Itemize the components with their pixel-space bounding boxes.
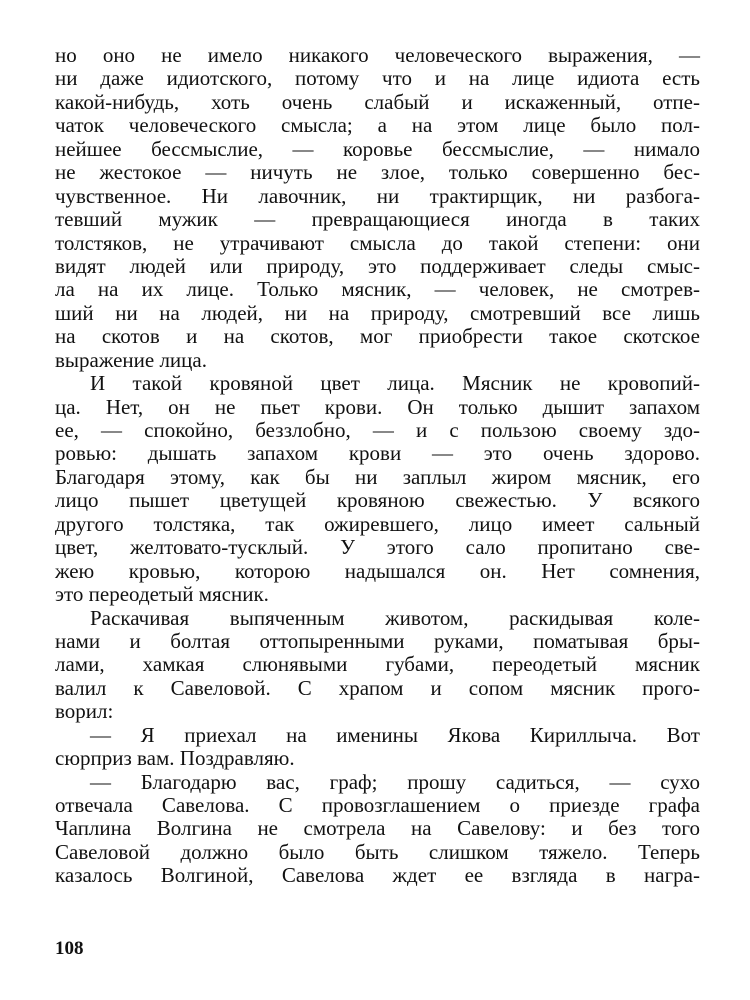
- text-line: казалось Волгиной, Савелова ждет ее взгляда в награ-: [55, 863, 700, 888]
- paragraph: [55, 724, 700, 771]
- text-line: ший ни на людей, ни на природу, смотревший все лишь: [55, 300, 700, 325]
- text-line: ца. Нет, он не пьет крови. Он только дышит запахом: [55, 394, 700, 419]
- text-line: видят людей или природу, это поддерживает следы смыс-: [55, 253, 700, 278]
- text-line: но оно не имело никакого человеческого выражения, —: [55, 43, 700, 67]
- text-line: другого толстяка, так ожиревшего, лицо имеет сальный: [55, 511, 700, 536]
- text-line: И такой кровяной цвет лица. Мясник не кровопий-: [90, 371, 700, 396]
- text-line: лицо пышет цветущей кровяною свежестью. У всякого: [55, 488, 700, 513]
- text-line: Раскачивая выпяченным животом, раскидывая коле-: [90, 605, 700, 630]
- page-number: 108: [55, 938, 84, 959]
- text-line: ровью: дышать запахом крови — это очень здорово.: [55, 441, 700, 466]
- text-line: толстяков, не утрачивают смысла до такой степени: они: [55, 230, 700, 255]
- text-line: выражение лица.: [55, 347, 207, 372]
- text-line: Чаплина Волгина не смотрела на Савелову: и без того: [55, 816, 700, 841]
- text-line: лами, хамкая слюнявыми губами, переодетый мясник: [55, 652, 700, 677]
- text-line: ее, — спокойно, беззлобно, — и с пользою своему здо-: [55, 418, 700, 442]
- paragraph: [55, 44, 700, 372]
- text-line: — Я приехал на именины Якова Кириллыча. Вот: [90, 722, 700, 747]
- paragraph: [55, 771, 700, 888]
- paragraph: [55, 607, 700, 724]
- text-line: жею кровью, которою надышался он. Нет сомнения,: [55, 558, 700, 583]
- page-text: [55, 44, 700, 888]
- text-line: какой-нибудь, хоть очень слабый и искаженный, отпе-: [55, 89, 700, 114]
- text-line: — Благодарю вас, граф; прошу садиться, — сухо: [90, 769, 700, 794]
- text-line: чувственное. Ни лавочник, ни трактирщик, ни разбога-: [55, 183, 700, 208]
- text-line: Савеловой должно было быть слишком тяжело. Теперь: [55, 839, 700, 864]
- text-line: цвет, желтовато-тусклый. У этого сало пропитано све-: [55, 535, 700, 560]
- text-line: ворил:: [55, 699, 114, 724]
- text-line: чаток человеческого смысла; а на этом лице было пол-: [55, 113, 700, 138]
- paragraph: [55, 372, 700, 606]
- text-line: Благодаря этому, как бы ни заплыл жиром мясник, его: [55, 464, 700, 489]
- text-line: нейшее бессмыслие, — коровье бессмыслие, — нимало: [55, 136, 700, 161]
- text-line: ла на их лице. Только мясник, — человек, не смотрев-: [55, 277, 700, 302]
- text-line: не жестокое — ничуть не злое, только совершенно бес-: [55, 160, 700, 185]
- text-line: нами и болтая оттопыренными руками, поматывая бры-: [55, 628, 700, 653]
- text-line: ни даже идиотского, потому что и на лице идиота есть: [55, 66, 700, 91]
- text-line: сюрприз вам. Поздравляю.: [55, 746, 295, 771]
- text-line: отвечала Савелова. С провозглашением о приезде графа: [55, 793, 700, 817]
- text-line: это переодетый мясник.: [55, 582, 269, 607]
- text-line: на скотов и на скотов, мог приобрести такое скотское: [55, 324, 700, 349]
- text-line: тевший мужик — превращающиеся иногда в таких: [55, 207, 700, 232]
- text-line: валил к Савеловой. С храпом и сопом мясник прого-: [55, 675, 700, 700]
